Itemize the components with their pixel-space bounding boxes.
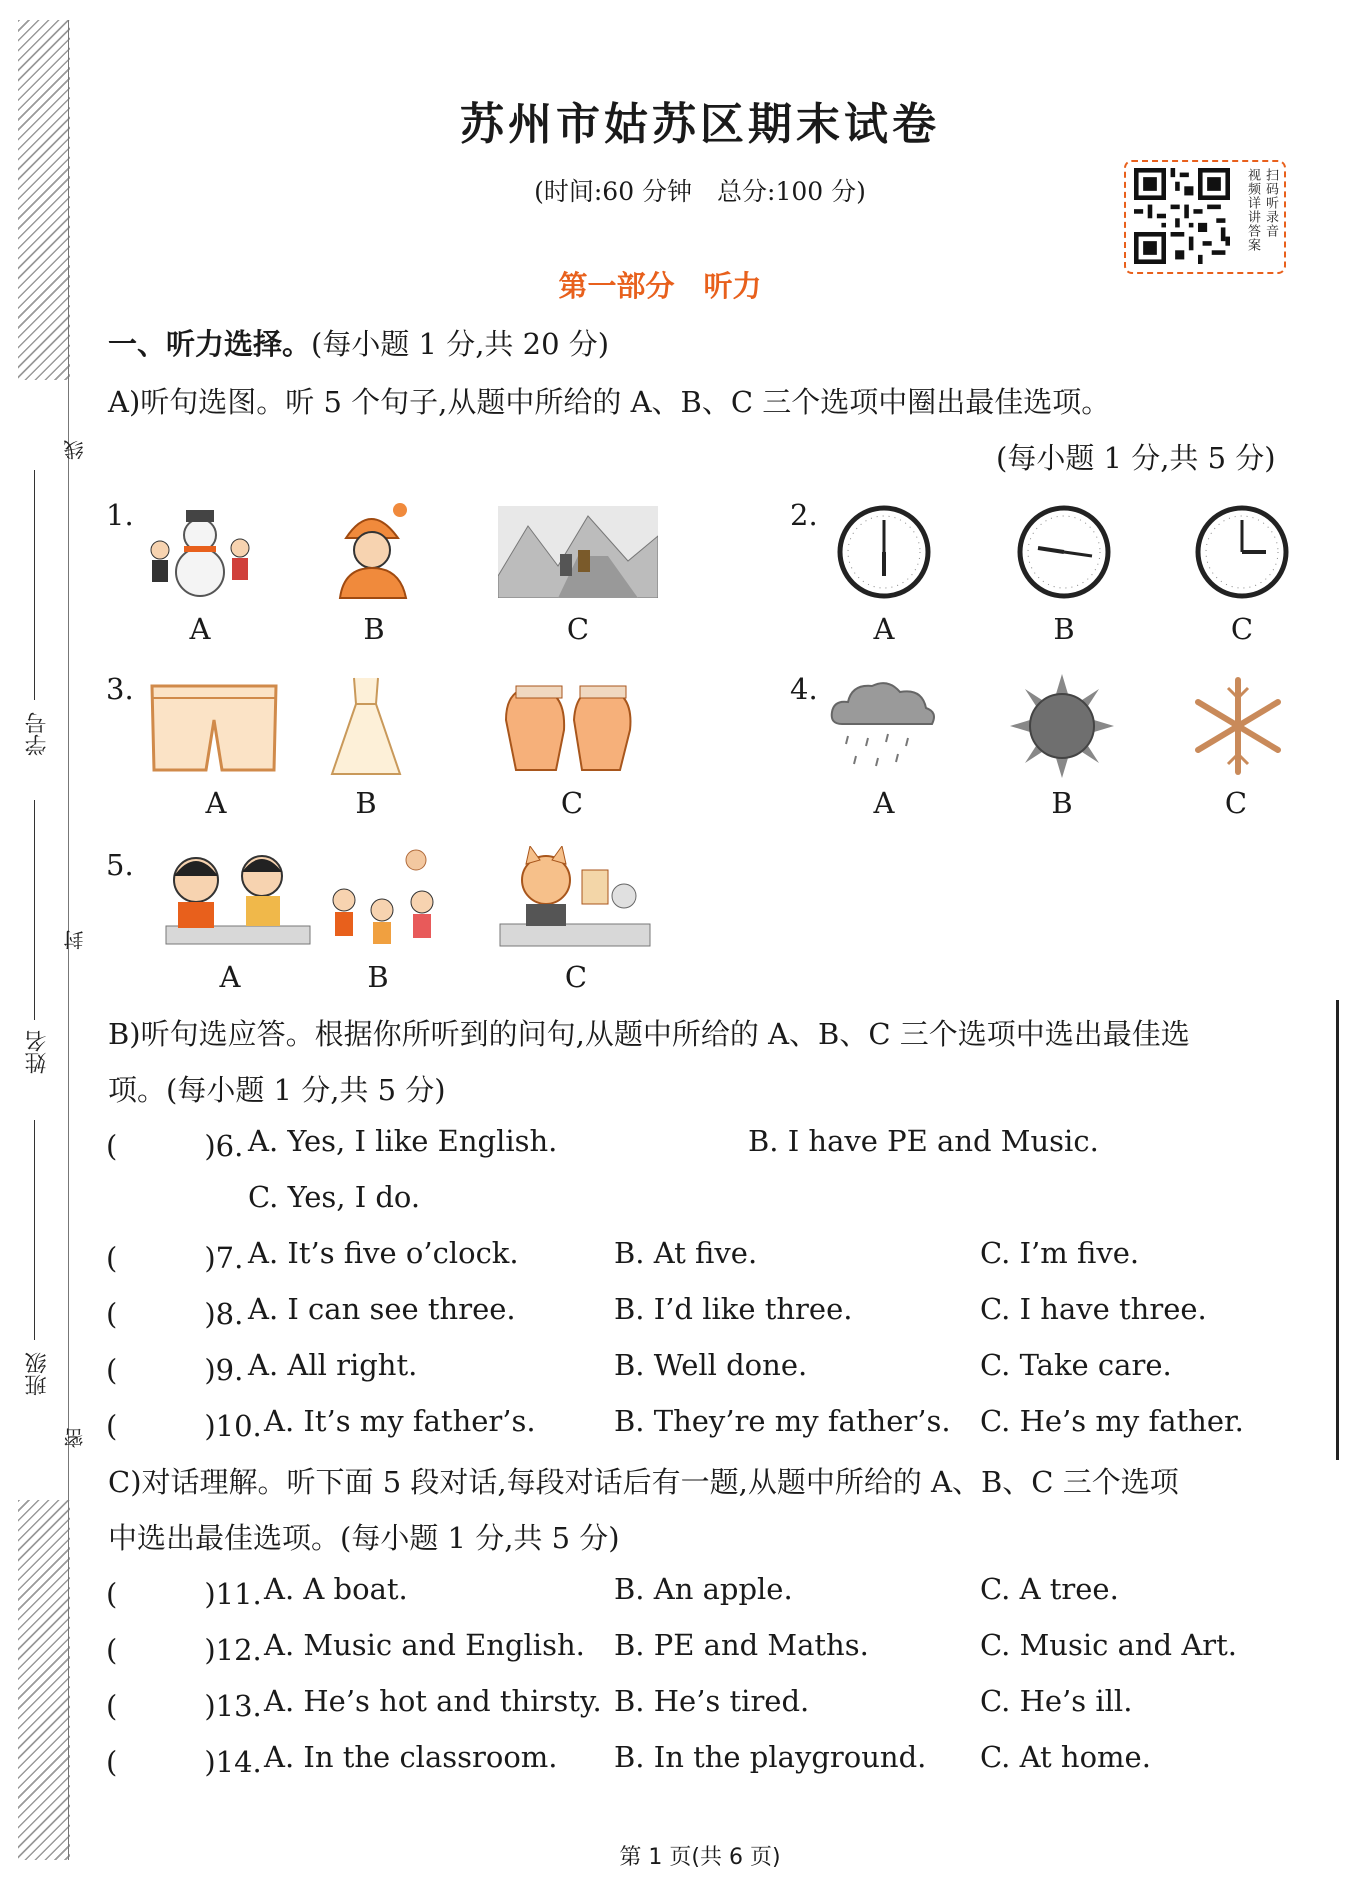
student-no-label: 学号 [25, 712, 50, 756]
qr-caption-col-1: 扫码听录音 [1263, 168, 1278, 238]
answer-bracket[interactable]: ( )7. [106, 1241, 244, 1275]
name-line [34, 800, 35, 1020]
option-c: C. He’s ill. [980, 1684, 1133, 1718]
clock-three-icon[interactable] [1194, 504, 1290, 600]
option-label: A [873, 786, 895, 820]
option-c: C. Music and Art. [980, 1628, 1238, 1662]
dress-image[interactable] [326, 674, 406, 778]
binding-mark-line: 线 [63, 440, 87, 460]
snowman-children-image[interactable] [140, 500, 260, 600]
option-b: B. PE and Maths. [614, 1628, 869, 1662]
option-b: B. I have PE and Music. [748, 1124, 1099, 1158]
answer-bracket[interactable]: ( )8. [106, 1297, 244, 1331]
qr-code-box[interactable] [1124, 160, 1286, 274]
class-line [34, 1120, 35, 1340]
option-a: A. It’s my father’s. [264, 1404, 536, 1438]
boy-winter-hat-image[interactable] [326, 500, 416, 600]
option-c: C. I’m five. [980, 1236, 1140, 1270]
children-group-image[interactable] [326, 846, 446, 950]
part-b-instruction-cont: 项。(每小题 1 分,共 5 分) [108, 1073, 446, 1107]
question-number: 3. [106, 672, 134, 706]
answer-bracket[interactable]: ( )9. [106, 1353, 244, 1387]
option-c: C. He’s my father. [980, 1404, 1244, 1438]
sun-icon[interactable] [1010, 674, 1114, 778]
option-label: B [367, 960, 389, 994]
option-label: B [1053, 612, 1075, 646]
option-a: A. It’s five o’clock. [248, 1236, 519, 1270]
option-b: B. In the playground. [614, 1740, 927, 1774]
option-label: B [1051, 786, 1073, 820]
option-label: A [873, 612, 895, 646]
option-b: B. They’re my father’s. [614, 1404, 951, 1438]
option-c: C. Yes, I do. [248, 1180, 421, 1214]
option-a: A. He’s hot and thirsty. [264, 1684, 602, 1718]
option-label: B [355, 786, 377, 820]
part-b-instruction: B)听句选应答。根据你所听到的问句,从题中所给的 A、B、C 三个选项中选出最佳选 [108, 1017, 1190, 1051]
option-b: B. I’d like three. [614, 1292, 853, 1326]
section-heading-label: 一、听力选择。 [108, 327, 312, 361]
clock-six-icon[interactable] [836, 504, 932, 600]
option-c: C. At home. [980, 1740, 1151, 1774]
qr-caption-col-2: 视频详讲答案 [1245, 168, 1260, 252]
shorts-image[interactable] [146, 680, 282, 776]
qr-caption [1234, 168, 1278, 252]
snowflake-icon[interactable] [1190, 674, 1286, 778]
option-label: A [219, 960, 241, 994]
question-number: 5. [106, 848, 134, 882]
option-label: B [363, 612, 385, 646]
question-number: 2. [790, 498, 818, 532]
option-a: A. All right. [248, 1348, 418, 1382]
option-label: C [560, 786, 584, 820]
part-one-title: 第一部分 听力 [558, 269, 762, 303]
option-b: B. He’s tired. [614, 1684, 810, 1718]
option-label: A [189, 612, 211, 646]
right-edge-bracket [1336, 1000, 1345, 1460]
part-c-instruction-cont: 中选出最佳选项。(每小题 1 分,共 5 分) [108, 1521, 620, 1555]
rain-cloud-icon[interactable] [826, 676, 940, 776]
answer-bracket[interactable]: ( )13. [106, 1689, 262, 1723]
section-heading-score: (每小题 1 分,共 20 分) [311, 327, 610, 361]
option-b: B. An apple. [614, 1572, 793, 1606]
part-c-instruction: C)对话理解。听下面 5 段对话,每段对话后有一题,从题中所给的 A、B、C 三个选项 [108, 1465, 1179, 1499]
clock-nine-fifteen-icon[interactable] [1016, 504, 1112, 600]
option-a: A. Music and English. [264, 1628, 585, 1662]
option-a: A. Yes, I like English. [248, 1124, 558, 1158]
answer-bracket[interactable]: ( )10. [106, 1409, 262, 1443]
question-number: 4. [790, 672, 818, 706]
qr-code-icon [1134, 168, 1230, 264]
option-a: A. In the classroom. [264, 1740, 558, 1774]
page-title: 苏州市姑苏区期末试卷 [460, 99, 940, 150]
children-eating-image[interactable] [146, 846, 314, 950]
option-c: C. Take care. [980, 1348, 1172, 1382]
option-c: C. I have three. [980, 1292, 1207, 1326]
option-a: A. A boat. [264, 1572, 408, 1606]
mittens-image[interactable] [496, 680, 642, 776]
answer-bracket[interactable]: ( )14. [106, 1745, 262, 1779]
binding-mark-seal: 封 [63, 930, 87, 950]
option-b: B. Well done. [614, 1348, 808, 1382]
option-a: A. I can see three. [248, 1292, 516, 1326]
class-label: 班级 [25, 1352, 50, 1396]
option-label: C [1230, 612, 1254, 646]
answer-bracket[interactable]: ( )6. [106, 1129, 244, 1163]
page-number: 第 1 页(共 6 页) [619, 1845, 781, 1870]
binding-hatch-bottom [18, 1500, 70, 1860]
name-label: 姓名 [25, 1030, 50, 1074]
part-a-score: (每小题 1 分,共 5 分) [996, 441, 1276, 475]
option-label: A [205, 786, 227, 820]
cat-and-mouse-image[interactable] [496, 846, 658, 950]
binding-mark-dense: 密 [63, 1428, 87, 1448]
option-b: B. At five. [614, 1236, 758, 1270]
option-label: C [1224, 786, 1248, 820]
section-heading [108, 322, 609, 363]
option-label: C [564, 960, 588, 994]
option-label: C [566, 612, 590, 646]
answer-bracket[interactable]: ( )12. [106, 1633, 262, 1667]
student-no-line [34, 470, 35, 700]
mountain-hikers-image[interactable] [498, 506, 658, 598]
exam-time-score: (时间:60 分钟 总分:100 分) [534, 177, 866, 206]
part-a-instruction: A)听句选图。听 5 个句子,从题中所给的 A、B、C 三个选项中圈出最佳选项。 [108, 385, 1111, 419]
option-c: C. A tree. [980, 1572, 1119, 1606]
answer-bracket[interactable]: ( )11. [106, 1577, 262, 1611]
question-number: 1. [106, 498, 134, 532]
